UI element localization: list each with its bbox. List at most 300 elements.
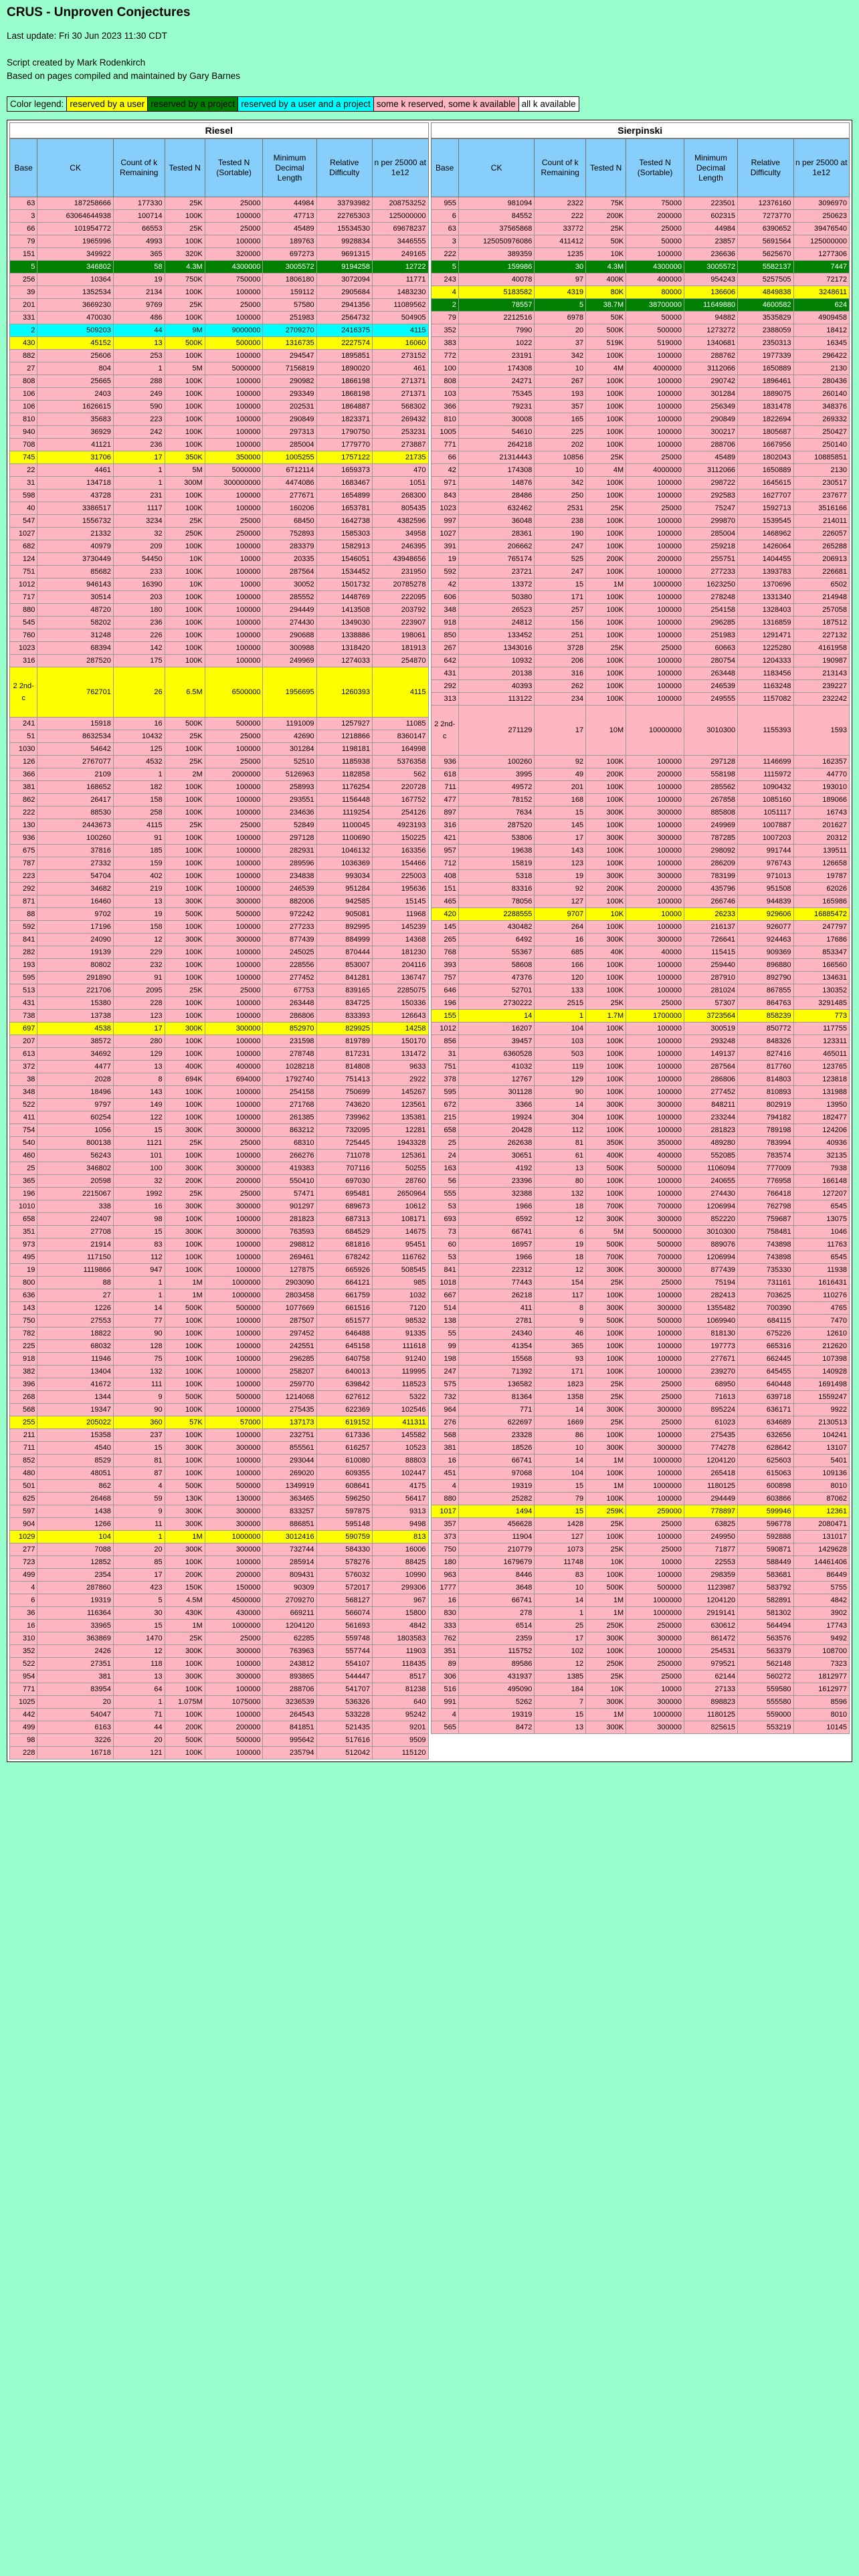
cell-base[interactable]: 73 xyxy=(431,1226,458,1239)
table-row xyxy=(10,337,429,350)
cell-base[interactable]: 547 xyxy=(10,515,37,528)
cell-base[interactable]: 750 xyxy=(431,1543,458,1556)
cell-base[interactable]: 880 xyxy=(431,1493,458,1505)
cell-base[interactable]: 762 xyxy=(431,1632,458,1645)
cell-base[interactable]: 830 xyxy=(431,1607,458,1620)
sierpinski-col-header[interactable]: n per 25000 at 1e12 xyxy=(793,139,849,197)
table-row xyxy=(10,1226,429,1239)
cell-base[interactable]: 79 xyxy=(10,235,37,248)
table-cell: 100000 xyxy=(626,617,684,629)
cell-base[interactable]: 782 xyxy=(10,1327,37,1340)
cell-base[interactable]: 408 xyxy=(431,870,458,883)
cell-base[interactable]: 31 xyxy=(431,1048,458,1061)
cell-base[interactable]: 658 xyxy=(431,1124,458,1137)
table-cell: 15534530 xyxy=(316,223,372,235)
cell-base[interactable]: 957 xyxy=(431,845,458,857)
cell-base[interactable]: 592 xyxy=(431,566,458,578)
cell-base[interactable]: 810 xyxy=(10,413,37,426)
table-cell: 1546051 xyxy=(316,553,372,566)
cell-base[interactable]: 1010 xyxy=(10,1200,37,1213)
cell-base[interactable]: 225 xyxy=(10,1340,37,1353)
cell-base[interactable]: 852 xyxy=(10,1455,37,1467)
cell-base[interactable]: 918 xyxy=(431,617,458,629)
cell-base[interactable]: 675 xyxy=(10,845,37,857)
table-row xyxy=(431,515,850,528)
cell-base[interactable]: 2 2nd-c xyxy=(10,667,37,718)
cell-base[interactable]: 592 xyxy=(10,921,37,934)
cell-base[interactable]: 1023 xyxy=(10,642,37,655)
cell-base[interactable]: 106 xyxy=(10,388,37,401)
cell-base[interactable]: 247 xyxy=(431,1366,458,1378)
cell-base[interactable]: 568 xyxy=(431,1429,458,1442)
cell-base[interactable]: 997 xyxy=(431,515,458,528)
cell-base[interactable]: 477 xyxy=(431,794,458,807)
cell-base[interactable]: 540 xyxy=(10,1137,37,1150)
cell-base[interactable]: 106 xyxy=(10,401,37,413)
cell-base[interactable]: 382 xyxy=(10,1366,37,1378)
cell-base[interactable]: 732 xyxy=(431,1391,458,1404)
sierpinski-col-header[interactable]: Count of k Remaining xyxy=(535,139,586,197)
cell-base[interactable]: 19 xyxy=(431,553,458,566)
cell-base[interactable]: 693 xyxy=(431,1213,458,1226)
cell-base[interactable]: 155 xyxy=(431,1010,458,1023)
cell-base[interactable]: 36 xyxy=(10,1607,37,1620)
cell-base[interactable]: 201 xyxy=(10,299,37,312)
cell-base[interactable]: 751 xyxy=(431,1061,458,1073)
cell-base[interactable]: 381 xyxy=(431,1442,458,1455)
cell-base[interactable]: 682 xyxy=(10,540,37,553)
riesel-col-header[interactable]: n per 25000 at 1e12 xyxy=(373,139,428,197)
cell-base[interactable]: 130 xyxy=(10,819,37,832)
cell-base[interactable]: 103 xyxy=(431,388,458,401)
cell-base[interactable]: 658 xyxy=(10,1213,37,1226)
cell-base[interactable]: 745 xyxy=(10,451,37,464)
cell-base[interactable]: 513 xyxy=(10,984,37,997)
table-cell: 97 xyxy=(535,274,586,286)
cell-base[interactable]: 100 xyxy=(431,362,458,375)
cell-base[interactable]: 222 xyxy=(431,248,458,261)
cell-base[interactable]: 348 xyxy=(431,604,458,617)
cell-base[interactable]: 348 xyxy=(10,1086,37,1099)
cell-base[interactable]: 24 xyxy=(431,1150,458,1162)
cell-base[interactable]: 568 xyxy=(10,1404,37,1416)
cell-base[interactable]: 51 xyxy=(10,730,37,743)
cell-base[interactable]: 1017 xyxy=(431,1505,458,1518)
sierpinski-col-header[interactable]: Minimum Decimal Length xyxy=(684,139,737,197)
cell-base[interactable]: 310 xyxy=(10,1632,37,1645)
cell-base[interactable]: 124 xyxy=(10,553,37,566)
cell-base[interactable]: 940 xyxy=(10,426,37,439)
credit-script: Script created by Mark Rodenkirch xyxy=(7,58,146,68)
cell-base[interactable]: 282 xyxy=(10,946,37,959)
cell-base[interactable]: 711 xyxy=(431,781,458,794)
cell-base[interactable]: 63 xyxy=(10,197,37,210)
cell-base[interactable]: 964 xyxy=(431,1404,458,1416)
cell-base[interactable]: 772 xyxy=(431,350,458,362)
cell-base[interactable]: 5 xyxy=(10,261,37,274)
cell-base[interactable]: 501 xyxy=(10,1480,37,1493)
table-cell: 13 xyxy=(113,1671,165,1683)
table-row xyxy=(431,984,850,997)
cell-base[interactable]: 712 xyxy=(431,857,458,870)
cell-base[interactable]: 411 xyxy=(10,1111,37,1124)
cell-base[interactable]: 595 xyxy=(10,972,37,984)
table-cell: 33772 xyxy=(535,223,586,235)
cell-base[interactable]: 971 xyxy=(431,477,458,490)
table-cell: 896880 xyxy=(738,959,793,972)
cell-base[interactable]: 151 xyxy=(10,248,37,261)
cell-base[interactable]: 757 xyxy=(431,972,458,984)
table-row xyxy=(10,1162,429,1175)
cell-base[interactable]: 378 xyxy=(431,1073,458,1086)
table-row xyxy=(431,756,850,768)
cell-base[interactable]: 420 xyxy=(431,908,458,921)
cell-base[interactable]: 366 xyxy=(431,401,458,413)
cell-base[interactable]: 267 xyxy=(431,642,458,655)
cell-base[interactable]: 565 xyxy=(431,1721,458,1734)
cell-base[interactable]: 277 xyxy=(10,1543,37,1556)
cell-base[interactable]: 3 xyxy=(10,210,37,223)
cell-base[interactable]: 215 xyxy=(431,1111,458,1124)
cell-base[interactable]: 60 xyxy=(431,1239,458,1251)
cell-base[interactable]: 79 xyxy=(431,312,458,324)
cell-base[interactable]: 6 xyxy=(10,1594,37,1607)
table-cell: 100K xyxy=(165,642,205,655)
cell-base[interactable]: 723 xyxy=(10,1556,37,1569)
cell-base[interactable]: 2 xyxy=(431,299,458,312)
cell-base[interactable]: 808 xyxy=(10,375,37,388)
cell-base[interactable]: 625 xyxy=(10,1493,37,1505)
cell-base[interactable]: 522 xyxy=(10,1658,37,1671)
sierpinski-col-header[interactable]: Tested N (Sortable) xyxy=(626,139,684,197)
cell-base[interactable]: 4 xyxy=(431,1480,458,1493)
cell-base[interactable]: 480 xyxy=(10,1467,37,1480)
table-cell: 100000 xyxy=(205,426,263,439)
cell-base[interactable]: 39 xyxy=(10,286,37,299)
cell-base[interactable]: 711 xyxy=(10,1442,37,1455)
cell-base[interactable]: 2 2nd-c xyxy=(431,706,458,756)
riesel-col-header[interactable]: Base xyxy=(10,139,37,197)
cell-base[interactable]: 667 xyxy=(431,1289,458,1302)
cell-base[interactable]: 595 xyxy=(431,1086,458,1099)
cell-base[interactable]: 499 xyxy=(10,1721,37,1734)
cell-base[interactable]: 16 xyxy=(431,1594,458,1607)
table-cell: 10145 xyxy=(793,1721,849,1734)
cell-base[interactable]: 16 xyxy=(10,1620,37,1632)
table-cell: 4175 xyxy=(373,1480,428,1493)
cell-base[interactable]: 331 xyxy=(10,312,37,324)
cell-base[interactable]: 27 xyxy=(10,362,37,375)
cell-base[interactable]: 460 xyxy=(10,1150,37,1162)
cell-base[interactable]: 495 xyxy=(10,1251,37,1264)
cell-base[interactable]: 292 xyxy=(431,680,458,693)
table-cell: 100000 xyxy=(626,1061,684,1073)
cell-base[interactable]: 768 xyxy=(431,946,458,959)
cell-base[interactable]: 1012 xyxy=(10,578,37,591)
cell-base[interactable]: 904 xyxy=(10,1518,37,1531)
legend-label: Color legend: xyxy=(7,96,67,112)
cell-base[interactable]: 19 xyxy=(10,1264,37,1277)
cell-base[interactable]: 421 xyxy=(431,832,458,845)
table-cell: 271371 xyxy=(373,388,428,401)
riesel-col-header[interactable]: Minimum Decimal Length xyxy=(263,139,316,197)
cell-base[interactable]: 89 xyxy=(431,1658,458,1671)
cell-base[interactable]: 4 xyxy=(431,286,458,299)
cell-base[interactable]: 598 xyxy=(10,490,37,502)
cell-base[interactable]: 268 xyxy=(10,1391,37,1404)
cell-base[interactable]: 16 xyxy=(431,1455,458,1467)
cell-base[interactable]: 38 xyxy=(10,1073,37,1086)
cell-base[interactable]: 841 xyxy=(10,934,37,946)
cell-base[interactable]: 1025 xyxy=(10,1696,37,1709)
table-row xyxy=(10,1404,429,1416)
table-cell: 17 xyxy=(535,1632,586,1645)
cell-base[interactable]: 357 xyxy=(431,1518,458,1531)
cell-base[interactable]: 55 xyxy=(431,1327,458,1340)
table-cell: 1198181 xyxy=(316,743,372,756)
cell-base[interactable]: 545 xyxy=(10,617,37,629)
cell-base[interactable]: 936 xyxy=(10,832,37,845)
cell-base[interactable]: 196 xyxy=(431,997,458,1010)
table-cell: 229 xyxy=(113,946,165,959)
cell-base[interactable]: 918 xyxy=(10,1353,37,1366)
cell-base[interactable]: 42 xyxy=(431,464,458,477)
cell-base[interactable]: 193 xyxy=(10,959,37,972)
cell-base[interactable]: 754 xyxy=(10,1124,37,1137)
cell-base[interactable]: 1030 xyxy=(10,743,37,756)
cell-base[interactable]: 66 xyxy=(10,223,37,235)
riesel-col-header[interactable]: Tested N xyxy=(165,139,205,197)
cell-base[interactable]: 618 xyxy=(431,768,458,781)
cell-base[interactable]: 316 xyxy=(431,819,458,832)
table-cell: 231950 xyxy=(373,566,428,578)
cell-base[interactable]: 42 xyxy=(431,578,458,591)
cell-base[interactable]: 672 xyxy=(431,1099,458,1111)
cell-base[interactable]: 4 xyxy=(10,1582,37,1594)
cell-base[interactable]: 25 xyxy=(431,1137,458,1150)
table-cell: 995642 xyxy=(263,1734,316,1747)
cell-base[interactable]: 856 xyxy=(431,1035,458,1048)
cell-base[interactable]: 430 xyxy=(10,337,37,350)
table-cell: 56243 xyxy=(37,1150,113,1162)
cell-base[interactable]: 431 xyxy=(431,667,458,680)
cell-base[interactable]: 514 xyxy=(431,1302,458,1315)
table-cell: 1679679 xyxy=(458,1556,534,1569)
cell-base[interactable]: 228 xyxy=(10,1747,37,1759)
sierpinski-col-header[interactable]: Relative Difficulty xyxy=(738,139,793,197)
cell-base[interactable]: 222 xyxy=(10,807,37,819)
cell-base[interactable]: 1012 xyxy=(431,1023,458,1035)
cell-base[interactable]: 973 xyxy=(10,1239,37,1251)
cell-base[interactable]: 646 xyxy=(431,984,458,997)
cell-base[interactable]: 597 xyxy=(10,1505,37,1518)
sierpinski-title: Sierpinski xyxy=(431,122,850,138)
cell-base[interactable]: 897 xyxy=(431,807,458,819)
cell-base[interactable]: 66 xyxy=(431,451,458,464)
cell-base[interactable]: 499 xyxy=(10,1569,37,1582)
cell-base[interactable]: 145 xyxy=(431,921,458,934)
cell-base[interactable]: 760 xyxy=(10,629,37,642)
cell-base[interactable]: 391 xyxy=(431,540,458,553)
cell-base[interactable]: 180 xyxy=(431,1556,458,1569)
cell-base[interactable]: 381 xyxy=(10,781,37,794)
cell-base[interactable]: 365 xyxy=(10,1175,37,1188)
cell-base[interactable]: 196 xyxy=(10,1188,37,1200)
cell-base[interactable]: 316 xyxy=(10,655,37,667)
cell-base[interactable]: 22 xyxy=(10,464,37,477)
cell-base[interactable]: 606 xyxy=(431,591,458,604)
cell-base[interactable]: 1777 xyxy=(431,1582,458,1594)
cell-base[interactable]: 25 xyxy=(10,1162,37,1175)
cell-base[interactable]: 862 xyxy=(10,794,37,807)
cell-base[interactable]: 522 xyxy=(10,1099,37,1111)
cell-base[interactable]: 451 xyxy=(431,1467,458,1480)
cell-base[interactable]: 151 xyxy=(431,883,458,895)
cell-base[interactable]: 3 xyxy=(431,235,458,248)
cell-base[interactable]: 88 xyxy=(10,908,37,921)
table-row xyxy=(10,1582,429,1594)
cell-base[interactable]: 53 xyxy=(431,1251,458,1264)
cell-base[interactable]: 56 xyxy=(431,1175,458,1188)
cell-base[interactable]: 255 xyxy=(10,1416,37,1429)
cell-base[interactable]: 276 xyxy=(431,1416,458,1429)
cell-base[interactable]: 198 xyxy=(431,1353,458,1366)
table-cell: 320K xyxy=(165,248,205,261)
cell-base[interactable]: 1005 xyxy=(431,426,458,439)
cell-base[interactable]: 613 xyxy=(10,1048,37,1061)
cell-base[interactable]: 751 xyxy=(10,566,37,578)
cell-base[interactable]: 352 xyxy=(431,324,458,337)
cell-base[interactable]: 843 xyxy=(431,490,458,502)
table-row xyxy=(431,1162,850,1175)
table-cell: 125 xyxy=(113,743,165,756)
cell-base[interactable]: 771 xyxy=(431,439,458,451)
cell-base[interactable]: 808 xyxy=(431,375,458,388)
cell-base[interactable]: 431 xyxy=(10,997,37,1010)
cell-base[interactable]: 163 xyxy=(431,1162,458,1175)
cell-base[interactable]: 442 xyxy=(10,1709,37,1721)
cell-base[interactable]: 871 xyxy=(10,895,37,908)
cell-base[interactable]: 555 xyxy=(431,1188,458,1200)
cell-base[interactable]: 243 xyxy=(431,274,458,286)
cell-base[interactable]: 98 xyxy=(10,1734,37,1747)
cell-base[interactable]: 351 xyxy=(10,1226,37,1239)
cell-base[interactable]: 383 xyxy=(431,337,458,350)
cell-base[interactable]: 850 xyxy=(431,629,458,642)
table-cell: 100000 xyxy=(626,895,684,908)
cell-base[interactable]: 126 xyxy=(10,756,37,768)
cell-base[interactable]: 207 xyxy=(10,1035,37,1048)
table-cell: 564494 xyxy=(738,1620,793,1632)
cell-base[interactable]: 352 xyxy=(10,1645,37,1658)
table-cell: 100000 xyxy=(205,1035,263,1048)
sierpinski-col-header[interactable]: Base xyxy=(431,139,458,197)
cell-base[interactable]: 5 xyxy=(431,261,458,274)
cell-base[interactable]: 366 xyxy=(10,768,37,781)
table-cell: 293248 xyxy=(684,1035,737,1048)
cell-base[interactable]: 40 xyxy=(10,502,37,515)
cell-base[interactable]: 2 xyxy=(10,324,37,337)
cell-base[interactable]: 223 xyxy=(10,870,37,883)
cell-base[interactable]: 880 xyxy=(10,604,37,617)
table-cell: 6514 xyxy=(458,1620,534,1632)
riesel-col-header[interactable]: Relative Difficulty xyxy=(316,139,372,197)
cell-base[interactable]: 143 xyxy=(10,1302,37,1315)
cell-base[interactable]: 99 xyxy=(431,1340,458,1353)
cell-base[interactable]: 810 xyxy=(431,413,458,426)
riesel-col-header[interactable]: Count of k Remaining xyxy=(113,139,165,197)
cell-base[interactable]: 306 xyxy=(431,1671,458,1683)
cell-base[interactable]: 1029 xyxy=(10,1531,37,1543)
cell-base[interactable]: 465 xyxy=(431,895,458,908)
cell-base[interactable]: 138 xyxy=(431,1315,458,1327)
cell-base[interactable]: 63 xyxy=(431,223,458,235)
cell-base[interactable]: 636 xyxy=(10,1289,37,1302)
cell-base[interactable]: 1027 xyxy=(431,528,458,540)
riesel-col-header[interactable]: CK xyxy=(37,139,113,197)
cell-base[interactable]: 265 xyxy=(431,934,458,946)
cell-base[interactable]: 6 xyxy=(431,210,458,223)
cell-base[interactable]: 333 xyxy=(431,1620,458,1632)
table-cell: 275435 xyxy=(684,1429,737,1442)
cell-base[interactable]: 642 xyxy=(431,655,458,667)
cell-base[interactable]: 963 xyxy=(431,1569,458,1582)
table-cell: 1123987 xyxy=(684,1582,737,1594)
cell-base[interactable]: 373 xyxy=(431,1531,458,1543)
table-cell: 645455 xyxy=(738,1366,793,1378)
riesel-col-header[interactable]: Tested N (Sortable) xyxy=(205,139,263,197)
cell-base[interactable]: 841 xyxy=(431,1264,458,1277)
cell-base[interactable]: 1018 xyxy=(431,1277,458,1289)
cell-base[interactable]: 4 xyxy=(431,1709,458,1721)
cell-base[interactable]: 717 xyxy=(10,591,37,604)
cell-base[interactable]: 31 xyxy=(10,477,37,490)
cell-base[interactable]: 697 xyxy=(10,1023,37,1035)
sierpinski-col-header[interactable]: CK xyxy=(458,139,534,197)
cell-base[interactable]: 1023 xyxy=(431,502,458,515)
cell-base[interactable]: 1027 xyxy=(10,528,37,540)
cell-base[interactable]: 738 xyxy=(10,1010,37,1023)
cell-base[interactable]: 516 xyxy=(431,1683,458,1696)
cell-base[interactable]: 372 xyxy=(10,1061,37,1073)
cell-base[interactable]: 292 xyxy=(10,883,37,895)
cell-base[interactable]: 954 xyxy=(10,1671,37,1683)
cell-base[interactable]: 882 xyxy=(10,350,37,362)
sierpinski-col-header[interactable]: Tested N xyxy=(586,139,626,197)
cell-base[interactable]: 313 xyxy=(431,693,458,706)
table-cell: 254158 xyxy=(263,1086,316,1099)
cell-base[interactable]: 955 xyxy=(431,197,458,210)
cell-base[interactable]: 787 xyxy=(10,857,37,870)
cell-base[interactable]: 708 xyxy=(10,439,37,451)
cell-base[interactable]: 575 xyxy=(431,1378,458,1391)
cell-base[interactable]: 256 xyxy=(10,274,37,286)
cell-base[interactable]: 53 xyxy=(431,1200,458,1213)
cell-base[interactable]: 393 xyxy=(431,959,458,972)
cell-base[interactable]: 771 xyxy=(10,1683,37,1696)
cell-base[interactable]: 396 xyxy=(10,1378,37,1391)
table-cell: 277233 xyxy=(684,566,737,578)
cell-base[interactable]: 211 xyxy=(10,1429,37,1442)
table-cell: 640758 xyxy=(316,1353,372,1366)
cell-base[interactable]: 750 xyxy=(10,1315,37,1327)
cell-base[interactable]: 351 xyxy=(431,1645,458,1658)
cell-base[interactable]: 936 xyxy=(431,756,458,768)
cell-base[interactable]: 241 xyxy=(10,718,37,730)
cell-base[interactable]: 800 xyxy=(10,1277,37,1289)
cell-base[interactable]: 991 xyxy=(431,1696,458,1709)
table-cell: 23721 xyxy=(458,566,534,578)
